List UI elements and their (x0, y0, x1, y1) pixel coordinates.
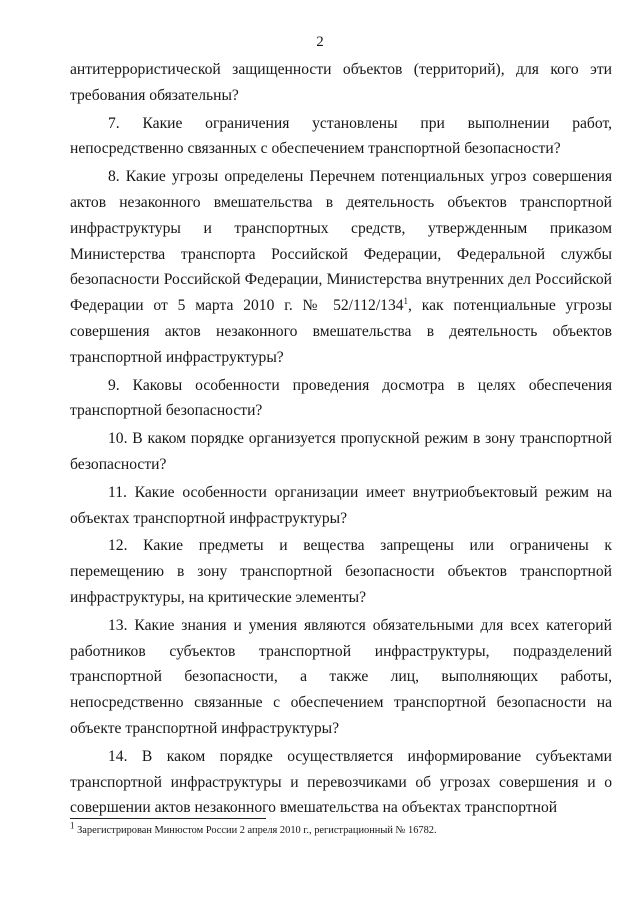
footnote-divider (70, 818, 266, 819)
document-body (70, 57, 612, 821)
footnote (70, 820, 612, 837)
footnote-marker: 1 (70, 820, 75, 831)
paragraph-continuation: антитеррористической защищенности объектов (территорий), для кого эти требования обязательны? (70, 61, 612, 104)
question-8-text: 8. Какие угрозы определены Перечнем потенциальных угроз совершения актов незаконного вмешательства в деятельность объектов транспортной инфраструктуры и транспортных средств, утвержденным приказом Министерства транспорта Российской Федерации, Федеральной службы безопасности Российской Федерации, Министерства внутренних дел Российской Федерации от 5 марта 2010 г. № 52/112/134 (70, 168, 612, 315)
footnote-text: Зарегистрирован Минюстом России 2 апреля 2010 г., регистрационный № 16782. (74, 825, 437, 836)
question-7: 7. Какие ограничения установлены при выполнении работ, непосредственно связанных с обеспечением транспортной безопасности? (70, 114, 612, 158)
question-11: 11. Какие особенности организации имеет внутриобъектовый режим на объектах транспортной инфраструктуры? (70, 483, 612, 527)
page-number: 2 (316, 34, 324, 50)
footnote-reference: 1 (403, 295, 409, 306)
question-8-text-end: , как потенциальные угрозы совершения актов незаконного вмешательства в деятельность объектов транспортной инфраструктуры? (70, 297, 612, 366)
question-14: 14. В каком порядке осуществляется информирование субъектами транспортной инфраструктуры и перевозчиками об угрозах совершения и о совершении актов незаконного вмешательства на объектах транспортной (70, 747, 612, 817)
question-9: 9. Каковы особенности проведения досмотра в целях обеспечения транспортной безопасности? (70, 376, 612, 420)
question-13: 13. Какие знания и умения являются обязательными для всех категорий работников субъектов транспортной инфраструктуры, подразделений транспортной безопасности, а также лиц, выполняющих работы, непосредственно связанные с обеспечением транспортной безопасности на объекте транспортной инфраструктуры? (70, 616, 612, 737)
question-10: 10. В каком порядке организуется пропускной режим в зону транспортной безопасности? (70, 430, 612, 473)
question-8 (70, 164, 612, 370)
question-12: 12. Какие предметы и вещества запрещены или ограничены к перемещению в зону транспортной безопасности объектов транспортной инфраструктуры, на критические элементы? (70, 537, 612, 606)
